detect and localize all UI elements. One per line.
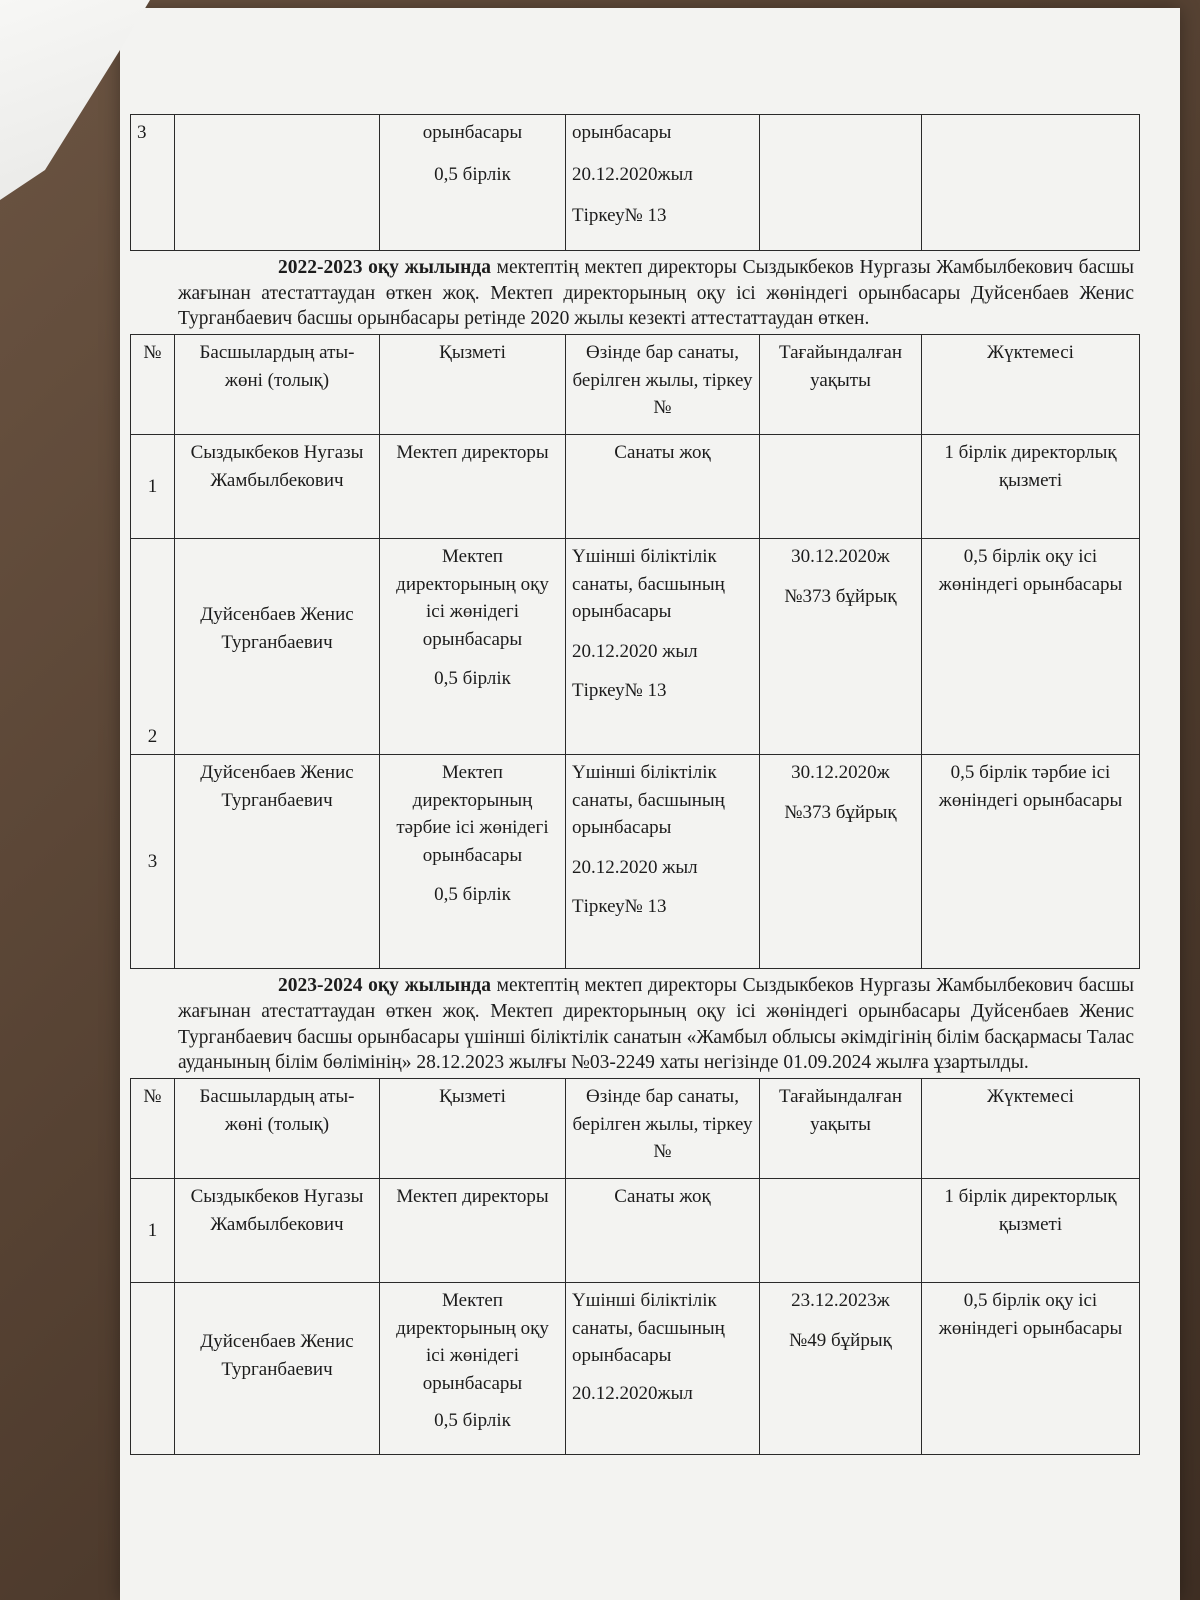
cell-line: Тіркеу№ 13 xyxy=(572,896,667,918)
cell-name: Дуйсенбаев Женис Турганбаевич xyxy=(175,755,380,969)
cell-line: 20.12.2020жыл xyxy=(572,1382,693,1404)
cell-line: Санаты жоқ xyxy=(614,442,711,464)
cell-line: №373 бұйрық xyxy=(784,585,897,607)
cell-no: 2 xyxy=(131,539,175,755)
header-category: Өзінде бар санаты, берілген жылы, тіркеу № xyxy=(566,335,760,435)
cell-line: 0,5 бірлік xyxy=(434,163,511,185)
header-appointed: Тағайындалған уақыты xyxy=(760,335,922,435)
cell-appointed xyxy=(760,115,922,251)
table-row xyxy=(131,115,1140,251)
header-load: Жүктемесі xyxy=(922,1079,1140,1179)
cell-line: 0,5 бірлік xyxy=(434,884,511,906)
cell-category xyxy=(566,1179,760,1283)
cell-position xyxy=(380,539,566,755)
table-2022-2023 xyxy=(130,334,1140,969)
paragraph-text: мектептің мектеп директоры Сыздыкбеков Нургазы Жамбылбекович басшы жағынан атестаттаудан өткен жоқ. Мектеп директорының оқу ісі жөніндегі орынбасары Дуйсенбаев Женис Турганбаевич басшы орынбасары үшінші біліктілік санатын «Жамбыл облысы әкімдігінің білім басқармасы Талас ауданының білім бөлімінің» 28.12.2023 жылғы №03-2249 хаты негізінде 01.09.2024 жылға ұзартылды. xyxy=(178,975,1134,1074)
cell-load: 0,5 бірлік оқу ісі жөніндегі орынбасары xyxy=(922,1283,1140,1455)
cell-load xyxy=(922,115,1140,251)
cell-line: №49 бұйрық xyxy=(789,1329,892,1351)
cell-line: орынбасары xyxy=(572,122,672,143)
cell-name: Дуйсенбаев Женис Турганбаевич xyxy=(175,1283,380,1455)
cell-line: Мектеп директоры xyxy=(396,1186,549,1208)
cell-line: орынбасары xyxy=(422,122,523,143)
table-row xyxy=(131,1283,1140,1455)
cell-line: Мектеп директорының тәрбие ісі жөнідегі орынбасары xyxy=(396,762,549,866)
cell-category xyxy=(566,1283,760,1455)
table-row xyxy=(131,539,1140,755)
cell-appointed xyxy=(760,755,922,969)
paragraph-2023-2024 xyxy=(130,973,1140,1076)
cell-name: Дуйсенбаев Женис Турганбаевич xyxy=(175,539,380,755)
header-position: Қызметі xyxy=(380,1079,566,1179)
table-header-row xyxy=(131,1079,1140,1179)
cell-position xyxy=(380,435,566,539)
cell-line: Мектеп директоры xyxy=(396,442,549,464)
cell-category xyxy=(566,115,760,251)
cell-position xyxy=(380,755,566,969)
cell-line: 0,5 бірлік xyxy=(434,1410,511,1432)
header-appointed: Тағайындалған уақыты xyxy=(760,1079,922,1179)
cell-appointed xyxy=(760,1283,922,1455)
cell-load: 1 бірлік директорлық қызметі xyxy=(922,1179,1140,1283)
header-name: Басшылардың аты-жөні (толық) xyxy=(175,1079,380,1179)
cell-line: 20.12.2020жыл xyxy=(572,163,693,185)
table-header-row xyxy=(131,335,1140,435)
cell-line: 0,5 бірлік xyxy=(434,668,511,690)
cell-category xyxy=(566,755,760,969)
cell-name: Сыздыкбеков Нугазы Жамбылбекович xyxy=(175,1179,380,1283)
cell-line: Тіркеу№ 13 xyxy=(572,205,667,227)
cell-no: 3 xyxy=(131,115,175,251)
cell-position xyxy=(380,1283,566,1455)
cell-position xyxy=(380,115,566,251)
table-row xyxy=(131,435,1140,539)
cell-line: Үшінші біліктілік санаты, басшының орынбасары xyxy=(572,546,725,623)
cell-category xyxy=(566,435,760,539)
table-prev-continuation xyxy=(130,114,1140,251)
cell-name: Сыздыкбеков Нугазы Жамбылбекович xyxy=(175,435,380,539)
table-row xyxy=(131,755,1140,969)
cell-appointed xyxy=(760,539,922,755)
cell-position xyxy=(380,1179,566,1283)
cell-line: Үшінші біліктілік санаты, басшының орынбасары xyxy=(572,762,725,839)
cell-load: 1 бірлік директорлық қызметі xyxy=(922,435,1140,539)
cell-no: 3 xyxy=(131,755,175,969)
cell-appointed xyxy=(760,435,922,539)
cell-line: 30.12.2020ж xyxy=(791,546,890,568)
paragraph-2022-2023 xyxy=(130,255,1140,332)
cell-name xyxy=(175,115,380,251)
cell-line: 20.12.2020 жыл xyxy=(572,640,698,662)
table-row xyxy=(131,1179,1140,1283)
cell-line: Санаты жоқ xyxy=(614,1186,711,1208)
cell-line: 23.12.2023ж xyxy=(791,1290,890,1312)
cell-line: Мектеп директорының оқу ісі жөнідегі орынбасары xyxy=(396,1290,549,1394)
cell-appointed xyxy=(760,1179,922,1283)
cell-line: 20.12.2020 жыл xyxy=(572,856,698,878)
cell-line: №373 бұйрық xyxy=(784,801,897,823)
header-name: Басшылардың аты-жөні (толық) xyxy=(175,335,380,435)
cell-load: 0,5 бірлік оқу ісі жөніндегі орынбасары xyxy=(922,539,1140,755)
cell-line: Тіркеу№ 13 xyxy=(572,680,667,702)
header-position: Қызметі xyxy=(380,335,566,435)
cell-line: Үшінші біліктілік санаты, басшының орынбасары xyxy=(572,1290,725,1367)
cell-line: 30.12.2020ж xyxy=(791,762,890,784)
cell-no xyxy=(131,1283,175,1455)
cell-line: Мектеп директорының оқу ісі жөнідегі орынбасары xyxy=(396,546,549,650)
header-no: № xyxy=(131,1079,175,1179)
header-load: Жүктемесі xyxy=(922,335,1140,435)
cell-load: 0,5 бірлік тәрбие ісі жөніндегі орынбасары xyxy=(922,755,1140,969)
header-category: Өзінде бар санаты, берілген жылы, тіркеу № xyxy=(566,1079,760,1179)
header-no: № xyxy=(131,335,175,435)
cell-category xyxy=(566,539,760,755)
document-page xyxy=(120,8,1180,1600)
year-label: 2022-2023 оқу жылында xyxy=(278,257,491,278)
year-label: 2023-2024 оқу жылында xyxy=(278,975,491,997)
table-2023-2024 xyxy=(130,1078,1140,1455)
paragraph-text: мектептің мектеп директоры Сыздыкбеков Нургазы Жамбылбекович басшы жағынан атестаттаудан өткен жоқ. Мектеп директорының оқу ісі жөніндегі орынбасары Дуйсенбаев Женис Турганбаевич басшы орынбасары ретінде 2020 жылы кезекті аттестаттаудан өткен. xyxy=(178,257,1134,330)
cell-no: 1 xyxy=(131,435,175,539)
cell-no: 1 xyxy=(131,1179,175,1283)
